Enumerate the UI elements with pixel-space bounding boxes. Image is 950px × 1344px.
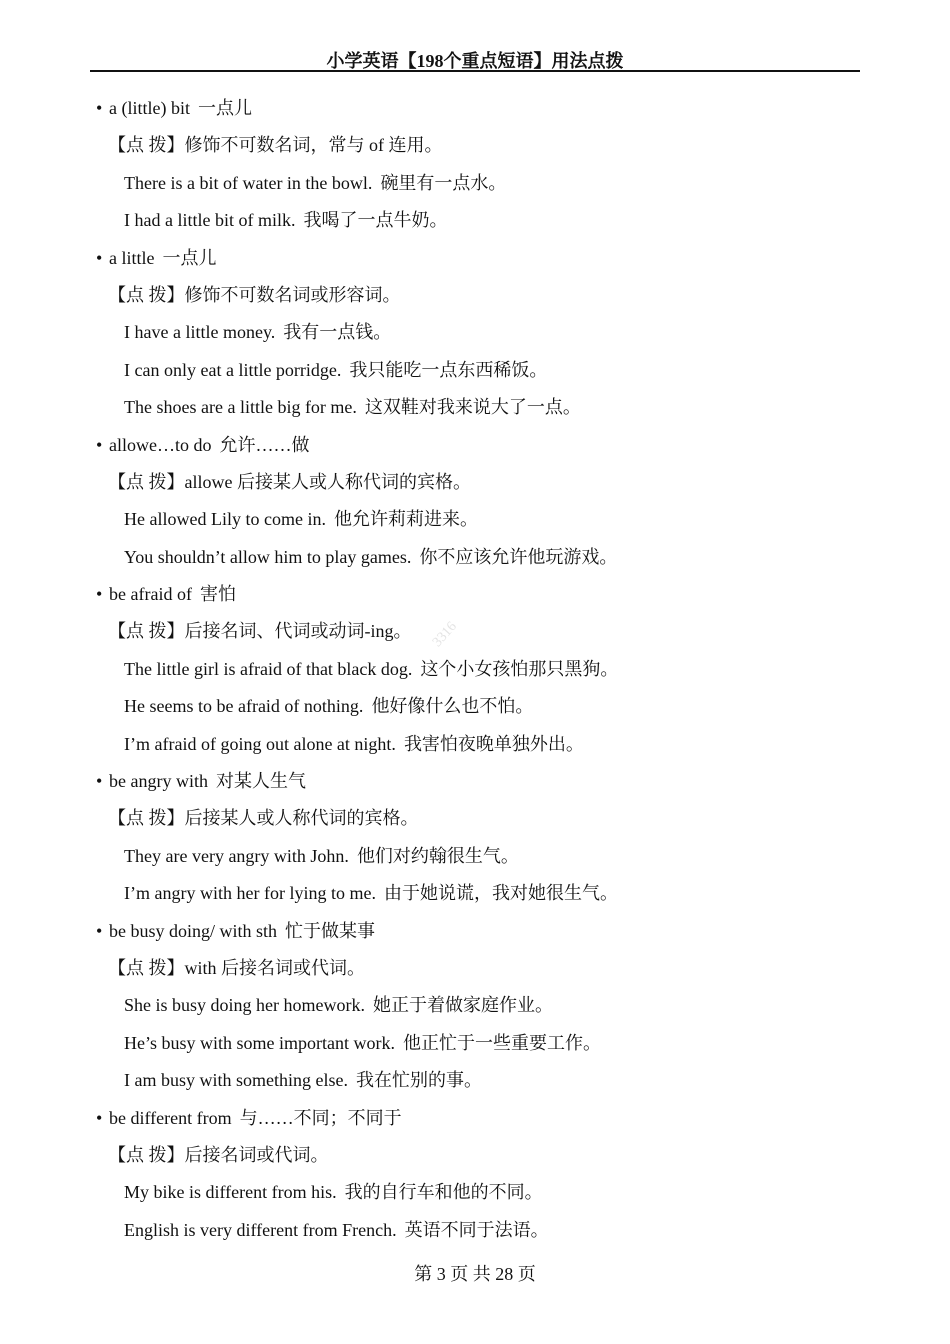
- bullet-icon: •: [96, 1107, 103, 1128]
- example-english: My bike is different from his.: [124, 1182, 337, 1203]
- example-chinese: 我有一点钱。: [283, 322, 392, 343]
- bullet-icon: •: [96, 584, 103, 605]
- phrase-term-row: [0, 913, 950, 950]
- example-sentence: [0, 539, 950, 576]
- usage-note: 【点 拨】allowe 后接某人或人称代词的宾格。: [108, 471, 471, 492]
- phrase-meaning: 允许……做: [219, 434, 310, 455]
- bullet-icon: •: [96, 771, 103, 792]
- document-title: 小学英语【198个重点短语】用法点拨: [326, 51, 624, 71]
- phrase-term: allowe…to do: [109, 434, 212, 455]
- example-english: I have a little money.: [124, 322, 276, 343]
- page-number: 第 3 页 共 28 页: [414, 1264, 536, 1284]
- example-sentence: [0, 726, 950, 763]
- usage-note: 【点 拨】后接某人或人称代词的宾格。: [108, 808, 419, 829]
- phrase-list: [0, 90, 950, 1249]
- example-sentence: [0, 165, 950, 202]
- example-chinese: 碗里有一点水。: [380, 172, 507, 193]
- usage-note: 【点 拨】后接名词、代词或动词-ing。: [108, 621, 412, 642]
- bullet-icon: •: [96, 98, 103, 118]
- bullet-icon: •: [96, 434, 103, 455]
- phrase-meaning: 与……不同；不同于: [239, 1107, 402, 1128]
- example-sentence: [0, 501, 950, 538]
- example-chinese: 他允许莉莉进来。: [333, 509, 478, 530]
- phrase-term: a (little) bit: [109, 98, 190, 118]
- example-english: English is very different from French.: [124, 1219, 397, 1240]
- example-chinese: 我的自行车和他的不同。: [344, 1182, 543, 1203]
- example-sentence: [0, 838, 950, 875]
- phrase-meaning: 一点儿: [162, 247, 217, 268]
- example-english: He seems to be afraid of nothing.: [124, 696, 364, 717]
- example-chinese: 英语不同于法语。: [404, 1219, 549, 1240]
- bullet-icon: •: [96, 247, 103, 268]
- example-chinese: 由于她说谎，我对她很生气。: [383, 883, 618, 904]
- example-sentence: [0, 314, 950, 351]
- example-english: I can only eat a little porridge.: [124, 359, 342, 380]
- usage-note: 【点 拨】后接名词或代词。: [108, 1144, 329, 1165]
- phrase-meaning: 一点儿: [197, 98, 252, 118]
- phrase-meaning: 对某人生气: [215, 771, 306, 792]
- phrase-meaning: 忙于做某事: [285, 920, 376, 941]
- example-english: You shouldn’t allow him to play games.: [124, 546, 412, 567]
- example-english: I’m angry with her for lying to me.: [124, 883, 376, 904]
- example-english: I had a little bit of milk.: [124, 210, 296, 231]
- example-sentence: [0, 352, 950, 389]
- example-chinese: 他正忙于一些重要工作。: [402, 1032, 601, 1053]
- phrase-term-row: [0, 763, 950, 800]
- example-chinese: 这双鞋对我来说大了一点。: [364, 397, 581, 418]
- example-chinese: 这个小女孩怕那只黑狗。: [420, 658, 619, 679]
- example-english: I’m afraid of going out alone at night.: [124, 733, 396, 754]
- example-chinese: 我害怕夜晚单独外出。: [403, 733, 584, 754]
- example-chinese: 我只能吃一点东西稀饭。: [349, 359, 548, 380]
- example-chinese: 你不应该允许他玩游戏。: [419, 546, 618, 567]
- example-sentence: [0, 651, 950, 688]
- example-sentence: [0, 1174, 950, 1211]
- watermark: 3316: [430, 619, 460, 651]
- example-chinese: 我喝了一点牛奶。: [303, 210, 448, 231]
- example-english: The little girl is afraid of that black dog.: [124, 658, 413, 679]
- example-sentence: [0, 1212, 950, 1249]
- example-english: She is busy doing her homework.: [124, 995, 365, 1016]
- phrase-term-row: [0, 427, 950, 464]
- phrase-term: be different from: [109, 1107, 232, 1128]
- phrase-meaning: 害怕: [199, 584, 236, 605]
- example-chinese: 我在忙别的事。: [355, 1070, 482, 1091]
- example-english: They are very angry with John.: [124, 845, 349, 866]
- example-english: He’s busy with some important work.: [124, 1032, 395, 1053]
- phrase-term: be angry with: [109, 771, 208, 792]
- example-sentence: [0, 389, 950, 426]
- example-chinese: 他们对约翰很生气。: [356, 845, 519, 866]
- usage-note: 【点 拨】修饰不可数名词或形容词。: [108, 284, 401, 305]
- example-english: The shoes are a little big for me.: [124, 397, 357, 418]
- example-sentence: [0, 1062, 950, 1099]
- example-sentence: [0, 875, 950, 912]
- phrase-term: be afraid of: [109, 584, 192, 605]
- example-chinese: 她正于着做家庭作业。: [372, 995, 553, 1016]
- phrase-term: be busy doing/ with sth: [109, 920, 278, 941]
- bullet-icon: •: [96, 920, 103, 941]
- phrase-term-row: [0, 576, 950, 613]
- phrase-term-row: [0, 240, 950, 277]
- example-sentence: [0, 987, 950, 1024]
- usage-note: 【点 拨】修饰不可数名词，常与 of 连用。: [108, 135, 443, 156]
- example-sentence: [0, 688, 950, 725]
- example-english: He allowed Lily to come in.: [124, 509, 326, 530]
- example-sentence: [0, 1025, 950, 1062]
- example-chinese: 他好像什么也不怕。: [371, 696, 534, 717]
- phrase-term-row: [0, 1100, 950, 1137]
- page-header: [90, 46, 860, 72]
- phrase-term: a little: [109, 247, 155, 268]
- phrase-term-row: [0, 90, 950, 127]
- example-sentence: [0, 202, 950, 239]
- usage-note: 【点 拨】with 后接名词或代词。: [108, 957, 365, 978]
- example-english: I am busy with something else.: [124, 1070, 348, 1091]
- example-english: There is a bit of water in the bowl.: [124, 172, 373, 193]
